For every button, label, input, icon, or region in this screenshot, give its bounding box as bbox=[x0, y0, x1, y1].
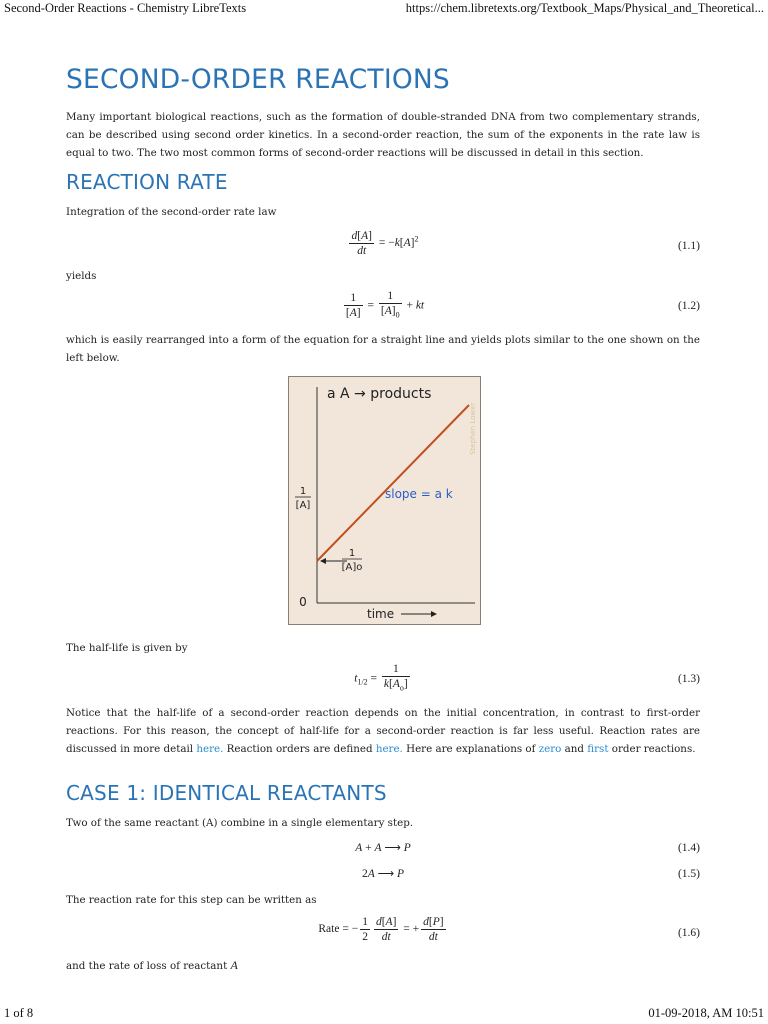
section-heading-reaction-rate: REACTION RATE bbox=[66, 170, 228, 194]
link-zero-order[interactable]: zero bbox=[538, 743, 562, 755]
paragraph-yields: yields bbox=[66, 270, 97, 282]
plot-line bbox=[317, 405, 469, 561]
second-order-plot-figure bbox=[288, 376, 481, 625]
print-header bbox=[0, 0, 768, 20]
intercept-label-numerator: 1 bbox=[348, 548, 356, 559]
origin-label: 0 bbox=[299, 595, 307, 609]
print-datetime: 01-09-2018, AM 10:51 bbox=[648, 1006, 764, 1020]
watermark-credit: Stephen Lower bbox=[469, 402, 477, 455]
second-order-plot-svg bbox=[289, 377, 482, 626]
paragraph-half-life: The half-life is given by bbox=[66, 642, 188, 654]
page-title: SECOND-ORDER REACTIONS bbox=[66, 64, 450, 95]
link-reaction-rates-here[interactable]: here. bbox=[196, 743, 224, 755]
equation-1-3-body: $t_{1/2}$ = $\frac{1}{k[A_o]}$ bbox=[354, 663, 408, 693]
equation-1-2 bbox=[66, 289, 700, 323]
print-footer bbox=[0, 1004, 768, 1024]
x-axis-label: time bbox=[367, 607, 395, 621]
equation-number: (1.2) bbox=[677, 300, 700, 312]
figure-title: a A → products bbox=[327, 386, 432, 402]
equation-1-3 bbox=[66, 662, 700, 696]
equation-1-6 bbox=[66, 915, 700, 951]
equation-number: (1.5) bbox=[677, 868, 700, 880]
equation-1-6-body: Rate = − $\frac{1}{2}$ $\frac{d[A]}{dt}$ = + $\frac{d[P]}{dt}$ bbox=[318, 916, 444, 943]
print-page-title: Second-Order Reactions - Chemistry LibreTexts bbox=[4, 1, 247, 15]
section-heading-case-1: CASE 1: IDENTICAL REACTANTS bbox=[66, 781, 387, 805]
slope-label: slope = a k bbox=[385, 487, 453, 501]
y-axis-label-numerator: 1 bbox=[299, 486, 307, 497]
equation-number: (1.6) bbox=[677, 927, 700, 939]
equation-number: (1.3) bbox=[677, 673, 700, 685]
intercept-label-denominator: [A]o bbox=[341, 562, 363, 573]
equation-1-4-body: A + A ⟶ P bbox=[355, 842, 411, 854]
paragraph-rate-of-loss: and the rate of loss of reactant A bbox=[66, 958, 238, 972]
link-first-order[interactable]: first bbox=[587, 743, 609, 755]
paragraph-straight-line: which is easily rearranged into a form of the equation for a straight line and yields plots similar to the one shown on the left below. bbox=[66, 334, 700, 364]
link-reaction-orders-here[interactable]: here. bbox=[375, 743, 403, 755]
intro-paragraph: Many important biological reactions, such as the formation of double-stranded DNA from two complementary strands, can be described using second order kinetics. In a second-order reaction, the sum of the exponents in the rate law is equal to two. The two most common forms of second-order reactions will be discussed in detail in this section. bbox=[66, 111, 700, 159]
equation-1-4 bbox=[66, 836, 700, 860]
equation-1-1-body: $\frac{d[A]}{dt}$ = $-k[A]^2$ bbox=[351, 230, 419, 257]
equation-1-5-body: 2A ⟶ P bbox=[361, 868, 405, 880]
paragraph-integration: Integration of the second-order rate law bbox=[66, 206, 277, 218]
equation-1-2-body: $\frac{1}{[A]}$ = $\frac{1}{[A]_0}$ + kt bbox=[345, 290, 425, 320]
y-axis-label-denominator: [A] bbox=[295, 500, 311, 511]
equation-number: (1.4) bbox=[677, 842, 700, 854]
paragraph-identical-reactants: Two of the same reactant (A) combine in a single elementary step. bbox=[66, 817, 414, 829]
equation-number: (1.1) bbox=[677, 240, 700, 252]
print-url: https://chem.libretexts.org/Textbook_Maps/Physical_and_Theoretical... bbox=[405, 1, 764, 15]
equation-1-1 bbox=[66, 229, 700, 263]
print-page-number: 1 of 8 bbox=[4, 1006, 34, 1020]
intercept-arrowhead bbox=[320, 558, 326, 564]
paragraph-half-life-notice: Notice that the half-life of a second-order reaction depends on the initial concentration, in contrast to first-order reactions. For this reason, the concept of half-life for a second-order reaction is far less useful. Reaction rates are discussed in more detail here. Reaction orders are defined here. Here are explanations of zero and first order reactions. bbox=[66, 707, 700, 755]
time-arrowhead bbox=[431, 611, 437, 617]
paragraph-reaction-rate-step: The reaction rate for this step can be written as bbox=[66, 894, 317, 906]
equation-1-5 bbox=[66, 862, 700, 886]
